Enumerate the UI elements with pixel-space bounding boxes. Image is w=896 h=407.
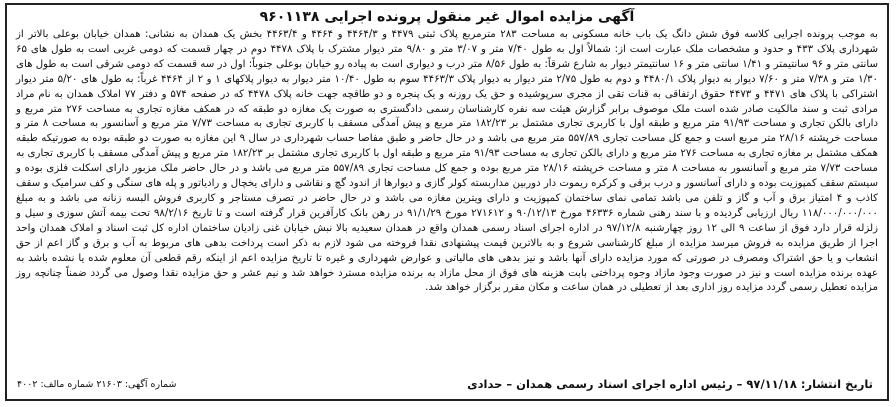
auction-notice	[5, 3, 889, 401]
notice-footer	[15, 375, 879, 395]
publication-signature: تاریخ انتشار: ۹۷/۱۱/۱۸ – رئیس اداره اجرای اسناد رسمی همدان – حدادی	[467, 377, 873, 391]
ad-number: شماره آگهی: ۲۱۶۰۳ شماره مالف: ۴۰۰۲	[17, 379, 177, 390]
notice-body: به موجب پرونده اجرایی کلاسه فوق شش دانگ یک باب خانه مسکونی به مساحت ۲۸۳ مترمربع پلاک ثبتی ۴۴۷۹ و ۴۴۶۴/۳ و ۴۴۶۴ و ۴۴۶۳/۴ بخش یک همدان به نشانی: همدان خیابان بوعلی بالاتر از شهرداری پلاک ۴۳۳ و حدود و مشخصات ملک عبارت است از: شمالاً اول به طول ۷/۴۰ متر و ۳/۰۷ متر و ۹/۸۰ متر دیوار مشترک با پلاک ۴۴۷۸ دوم در چهار قسمت که دومی غربی است به طول های ۶۵ سانتی متر و ۹۶ سانتیمتر و ۱/۴۱ سانتی متر و ۱۶ سانتیمتر دیوار به شارع شرقاً: به طول ۸/۵۶ متر درب و دیواری است به پیاده رو خیابان بوعلی جنوباً: اول در سه قسمت که دومی شرقی است به طول های ۱/۳۰ متر و ۷/۳۸ متر و ۷/۶۰ دیوار به دیوار پلاک ۴۴۸۰/۱ و دوم به طول ۲/۷۵ متر دیوار به دیوار پلاک ۴۴۶۳/۳ سوم به طول ۱۰/۴۰ متر دیوار به دیوار پلاکهای ۱ و ۲ از ۴۴۶۴ غرباً: به طول های ۵/۲۰ متر دیوار اشتراکی با پلاک های ۴۴۷۱ و ۴۴۷۳ حقوق ارتفاقی به قنات تقی از مجری سرپوشیده و حق یک روزنه و یک پنجره و دو طاقچه جهت خانه پلاک ۴۴۷۸ که در صفحه ۵۷۴ و دفتر ۷۷ املاک همدان به نام مراد مرادی ثبت و سند مالکیت صادر شده است ملک موصوف برابر گزارش هیئت سه نفره کارشناسان رسمی دادگستری به صورت یک مغازه دو طبقه که در همکف مغازه تجاری به مساحت ۲۷۶ متر مربع و دارای بالکن تجاری و مساحت ۹۱/۹۳ متر مربع و طبقه اول با کاربری تجاری مشتمل بر ۱۸۲/۲۳ متر مربع و پیش آمدگی مسقف با کاربری تجاری به مساحت ۷/۷۳ متر مربع و آسانسور به مساحت ۸ متر و مساحت خرپشته ۲۸/۱۶ متر مربع است و جمع کل مساحت تجاری ۵۵۷/۸۹ متر مربع می باشد و در حال حاضر و طبق مفاصا حساب شهرداری در سال ۹ این مغازه به صورت دو طبقه بوده به صورتیکه طبقه همکف مشتمل بر مغازه تجاری به مساحت ۲۷۶ متر مربع و دارای بالکن تجاری به مساحت ۹۱/۹۳ متر مربع و طبقه اول با کاربری تجاری مشتمل بر ۱۸۲/۲۳ متر مربع و پیش آمدگی مسقف با کاربری تجاری به مساحت ۷/۷۳ متر مربع و آسانسور به مساحت ۸ متر و مساحت خرپشته ۲۸/۱۶ متر مربع بوده و جمع کل مساحت تجاری ۵۵۷/۸۹ متر مربع می باشد و در حال حاضر ملک مزبور دارای اسکلت فلزی بوده و سیستم سقف کمپوزیت بوده و دارای آسانسور و درب برقی و کرکره ریموت دار دوربین مداربسته کولر گازی و دیوارها از اندود گچ و نقاشی و دارای یخچال و رادیاتور و پله های سنگی و کف سرامیک و سقف کاذب و ۴ امتیاز برق و آب و گاز و تلفن می باشد تمامی نمای ساختمان کمپوزیت و دارای ویترین مغازه می باشد و در حال حاضر در تصرف مستاجر و کاربری فروش البسه زنانه می باشد و به مبلغ ۱۱۸/۰۰۰/۰۰۰/۰۰۰ ریال ارزیابی گردیده و با سند رهنی شماره ۴۶۳۳۶ مورخ ۹۰/۱۲/۱۳ و ۲۷۱۶۱۲ مورخ ۹۱/۱/۲۹ در رهن بانک کارآفرین قرار گرفته است و تا تاریخ ۹۸/۲/۱۶ تحت بیمه آتش سوزی و سیل و زلزله قرار دارد فوق از ساعت ۹ الی ۱۲ روز چهارشنبه ۹۷/۱۲/۸ در اداره اجرای اسناد رسمی همدان واقع در همدان سعیدیه بالا نبش خیابان غنی زادیان ساختمان اداره کل ثبت اسناد و املاک همدان واحد اجرا از طریق مزایده به فروش میرسد مزایده از مبلغ کارشناسی شروع و به بالاترین قیمت پیشنهادی نقدا فروخته می شود لازم به ذکر است پرداخت بدهی های مربوط به آب و برق و گاز اعم از حق انشعاب و یا حق اشتراک ومصرف در صورتی که مورد مزایده دارای آنها باشد و نیز بدهی های مالیاتی و عوارض شهرداری و غیره تا تاریخ مزایده اعم از اینکه رقم قطعی آن معلوم شده یا نشده باشد به عهده برنده مزایده است و نیز در صورت وجود مازاد وجوه پرداختی بابت هزینه های فوق از محل مازاد به برنده مزایده مسترد خواهد شد و نیم عشر و حق مزایده نقدا وصول می گردد ضمناً چنانچه روز مزایده تعطیل رسمی گردد مزایده روز اداری بعد از تعطیلی در همان ساعت و مکان مقرر برگزار خواهد شد.	[16, 29, 879, 294]
notice-title: آگهی مزایده اموال غیر منقول پرونده اجرایی ۹۶۰۱۱۳۸	[259, 9, 635, 25]
